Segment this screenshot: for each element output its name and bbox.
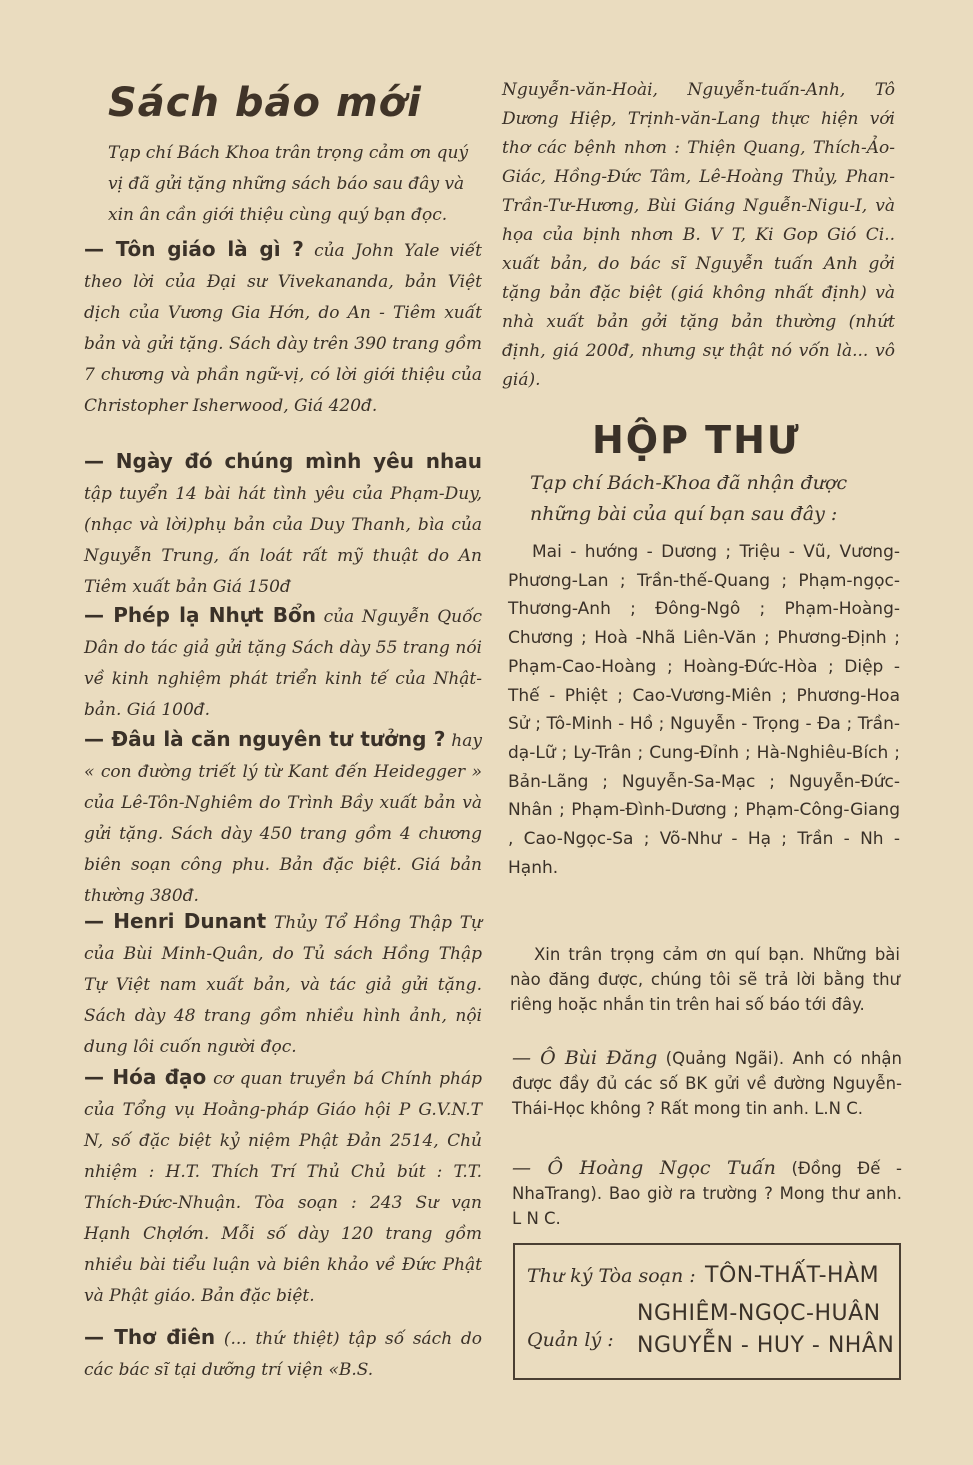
book-entry <box>84 1062 482 1312</box>
entry-heading: — Thơ điên <box>84 1325 216 1349</box>
reply-body: (Đồng Đế - NhaTrang). Bao giờ ra trường ? Mong thư anh. L N C. <box>512 1159 902 1228</box>
entry-body: (... thứ thiệt) tập số sách do các bác sĩ tại dưỡng trí viện «B.S. <box>84 1329 482 1380</box>
reply-note <box>512 1046 902 1121</box>
reply-recipient: — Ô Bùi Đăng <box>512 1047 658 1069</box>
staff-box <box>513 1243 901 1380</box>
entry-body: của John Yale viết theo lời của Đại sư Vivekananda, bản Việt dịch của Vương Gia Hớn, do An - Tiêm xuất bản và gửi tặng. Sách dày trên 390 trang gồm 7 chương và phần ngữ-vị, có lời giới thiệu của Christopher Isherwood, Giá 420đ. <box>84 241 482 416</box>
book-entry <box>84 234 482 422</box>
entry-body: cơ quan truyền bá Chính pháp của Tổng vụ Hoằng-pháp Giáo hội P G.V.N.T N, số đặc biệt kỷ niệm Phật Đản 2514, Chủ nhiệm : H.T. Thích Trí Thủ Chủ bút : T.T. Thích-Đức-Nhuận. Tòa soạn : 243 Sư vạn Hạnh Chợlớn. Mỗi số dày 120 trang gồm nhiều bài tiểu luận và biên khảo về Đức Phật và Phật giáo. Bản đặc biệt. <box>84 1069 482 1306</box>
secretary-label: Thư ký Tòa soạn : <box>527 1265 696 1287</box>
book-entry <box>84 724 482 912</box>
page-title: Sách báo mới <box>108 80 422 126</box>
book-entry <box>84 446 482 603</box>
book-entry <box>84 600 482 726</box>
mailbox-heading: HỘP THƯ <box>592 418 801 462</box>
continuation-paragraph: Nguyễn-văn-Hoài, Nguyễn-tuấn-Anh, Tô Dương Hiệp, Trịnh-văn-Lang thực hiện với thơ các bệnh nhơn : Thiện Quang, Thích-Ảo-Giác, Hồng-Đức Tâm, Lê-Hoàng Thủy, Phan-Trần-Tư-Hương, Bùi Giáng Nguễn-Nigu-I, và họa của bịnh nhơn B. V T, Ki Gop Gió Ci.. xuất bản, do bác sĩ Nguyễn tuấn Anh gởi tặng bản đặc biệt (giá không nhất định) và nhà xuất bản gởi tặng bản thường (nhứt định, giá 200đ, nhưng sự thật nó vốn là... vô giá). <box>502 80 895 390</box>
entry-heading: — Phép lạ Nhựt Bổn <box>84 603 316 627</box>
manager-name: NGUYỄN - HUY - NHÂN <box>637 1333 895 1358</box>
intro-paragraph: Tạp chí Bách Khoa trân trọng cảm ơn quý vị đã gửi tặng những sách báo sau đây và xin ân cần giới thiệu cùng quý bạn đọc. <box>108 143 469 225</box>
entry-body: Thủy Tổ Hồng Thập Tự của Bùi Minh-Quân, do Tủ sách Hồng Thập Tự Việt nam xuất bản, và tác giả gửi tặng. Sách dày 48 trang gồm nhiều hình ảnh, nội dung lôi cuốn người đọc. <box>84 913 482 1057</box>
entry-body: của Nguyễn Quốc Dân do tác giả gửi tặng Sách dày 55 trang nói về kinh nghiệm phát triển kinh tế của Nhật-bản. Giá 100đ. <box>84 607 482 720</box>
entry-heading: — Đâu là căn nguyên tư tưởng ? <box>84 727 446 751</box>
entry-heading: — Ngày đó chúng mình yêu nhau <box>84 449 482 473</box>
contributor-list: Mai - hướng - Dương ; Triệu - Vũ, Vương-Phương-Lan ; Trần-thế-Quang ; Phạm-ngọc-Thương-Anh ; Đông-Ngô ; Phạm-Hoàng-Chương ; Hoà -Nhã Liên-Văn ; Phương-Định ; Phạm-Cao-Hoàng ; Hoàng-Đức-Hòa ; Diệp - Thế - Phiệt ; Cao-Vương-Miên ; Phương-Hoa Sử ; Tô-Minh - Hồ ; Nguyễn - Trọng - Đa ; Trần-dạ-Lữ ; Ly-Trân ; Cung-Đỉnh ; Hà-Nghiêu-Bích ; Bản-Lãng ; Nguyễn-Sa-Mạc ; Nguyễn-Đức-Nhân ; Phạm-Đình-Dương ; Phạm-Công-Giang , Cao-Ngọc-Sa ; Võ-Như - Hạ ; Trần - Nh - Hạnh. <box>508 542 900 878</box>
book-entry <box>84 1322 482 1386</box>
mailbox-intro: Tạp chí Bách-Khoa đã nhận được những bài của quí bạn sau đây : <box>530 472 848 525</box>
entry-heading: — Hóa đạo <box>84 1065 207 1089</box>
reply-body: (Quảng Ngãi). Anh có nhận được đầy đủ các số BK gửi về đường Nguyễn-Thái-Học không ? Rất mong tin anh. L.N C. <box>512 1049 902 1118</box>
manager-name: NGHIÊM-NGỌC-HUÂN <box>637 1301 881 1326</box>
manager-label: Quản lý : <box>527 1329 614 1351</box>
reply-recipient: — Ô Hoàng Ngọc Tuấn <box>512 1157 776 1179</box>
reply-note <box>512 1156 902 1231</box>
entry-heading: — Tôn giáo là gì ? <box>84 237 304 261</box>
entry-body: hay « con đường triết lý từ Kant đến Heidegger » của Lê-Tôn-Nghiêm do Trình Bầy xuất bản và gửi tặng. Sách dày 450 trang gồm 4 chương biên soạn công phu. Bản đặc biệt. Giá bản thường 380đ. <box>84 731 482 906</box>
secretary-name: TÔN-THẤT-HÀM <box>705 1263 880 1288</box>
book-entry <box>84 906 482 1063</box>
entry-body: tập tuyển 14 bài hát tình yêu của Phạm-Duy, (nhạc và lời)phụ bản của Duy Thanh, bìa của Nguyễn Trung, ấn loát rất mỹ thuật do An Tiêm xuất bản Giá 150đ <box>84 484 482 597</box>
thanks-paragraph: Xin trân trọng cảm ơn quí bạn. Những bài nào đăng được, chúng tôi sẽ trả lời bằng thư riêng hoặc nhắn tin trên hai số báo tới đây. <box>510 945 900 1014</box>
entry-heading: — Henri Dunant <box>84 909 267 933</box>
